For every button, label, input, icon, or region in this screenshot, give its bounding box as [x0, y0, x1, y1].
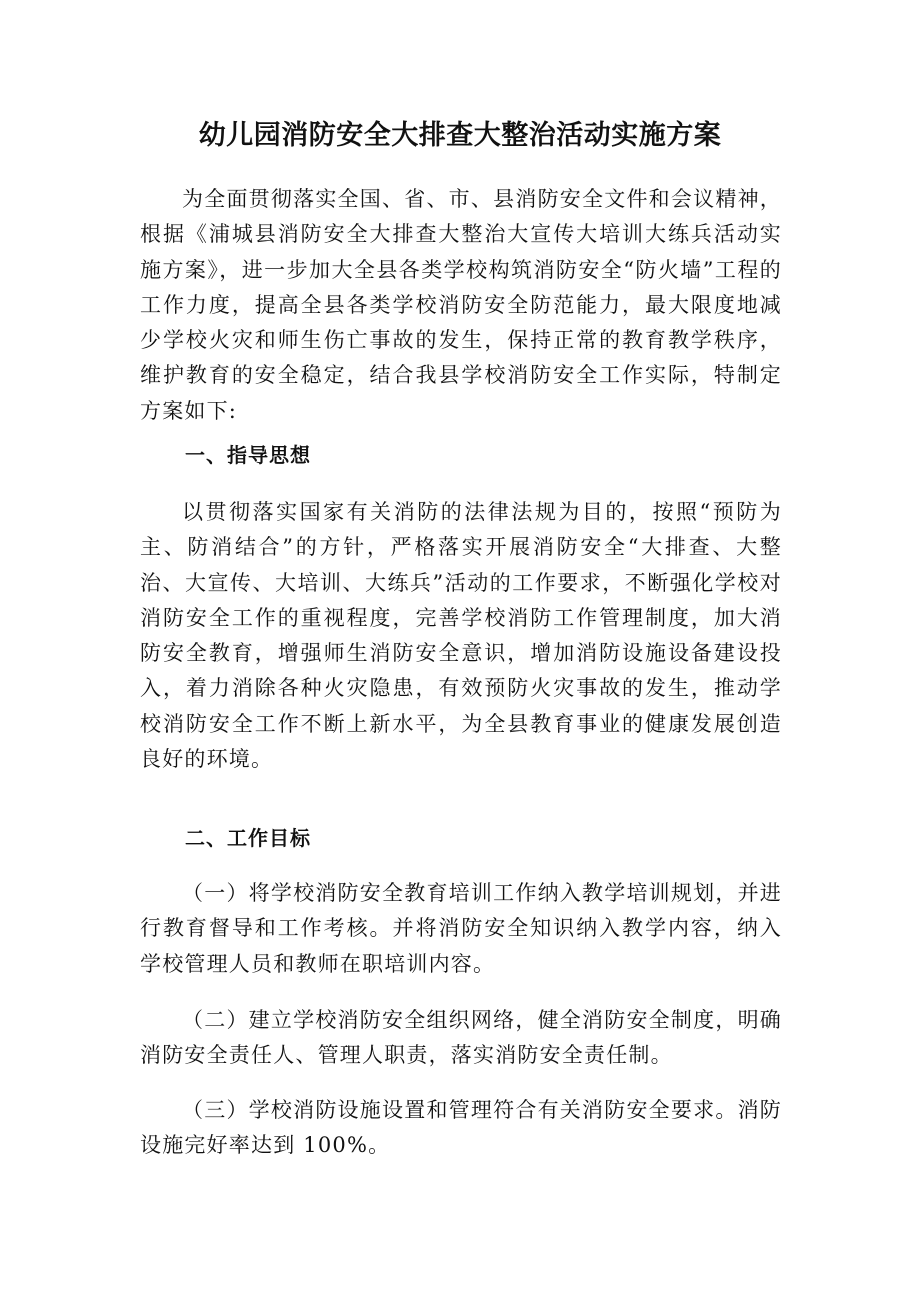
- intro-paragraph: 为全面贯彻落实全国、省、市、县消防安全文件和会议精神，根据《浦城县消防安全大排查大整治大宣传大培训大练兵活动实施方案》，进一步加大全县各类学校构筑消防安全“防火墙”工程的工作力度，提高全县各类学校消防安全防范能力，最大限度地减少学校火灾和师生伤亡事故的发生，保持正常的教育教学秩序，维护教育的安全稳定，结合我县学校消防安全工作实际，特制定方案如下:: [140, 187, 782, 423]
- goal-item-2: （二）建立学校消防安全组织网络，健全消防安全制度，明确消防安全责任人、管理人职责，落实消防安全责任制。: [140, 1008, 782, 1068]
- section-heading-work-goals: 二、工作目标: [185, 826, 311, 850]
- section-body-guiding-ideology: 以贯彻落实国家有关消防的法律法规为目的，按照“预防为主、防消结合”的方针，严格落实开展消防安全“大排查、大整治、大宣传、大培训、大练兵”活动的工作要求，不断强化学校对消防安全工作的重视程度，完善学校消防工作管理制度，加大消防安全教育，增强师生消防安全意识，增加消防设施设备建设投入，着力消除各种火灾隐患，有效预防火灾事故的发生，推动学校消防安全工作不断上新水平，为全县教育事业的健康发展创造良好的环境。: [140, 500, 782, 772]
- section-heading-guiding-ideology: 一、指导思想: [185, 443, 311, 467]
- goal-item-1: （一）将学校消防安全教育培训工作纳入教学培训规划，并进行教育督导和工作考核。并将消防安全知识纳入教学内容，纳入学校管理人员和教师在职培训内容。: [140, 881, 782, 976]
- goal-item-3: （三）学校消防设施设置和管理符合有关消防安全要求。消防设施完好率达到 100%。: [140, 1098, 782, 1158]
- document-title: 幼儿园消防安全大排查大整治活动实施方案: [198, 120, 722, 151]
